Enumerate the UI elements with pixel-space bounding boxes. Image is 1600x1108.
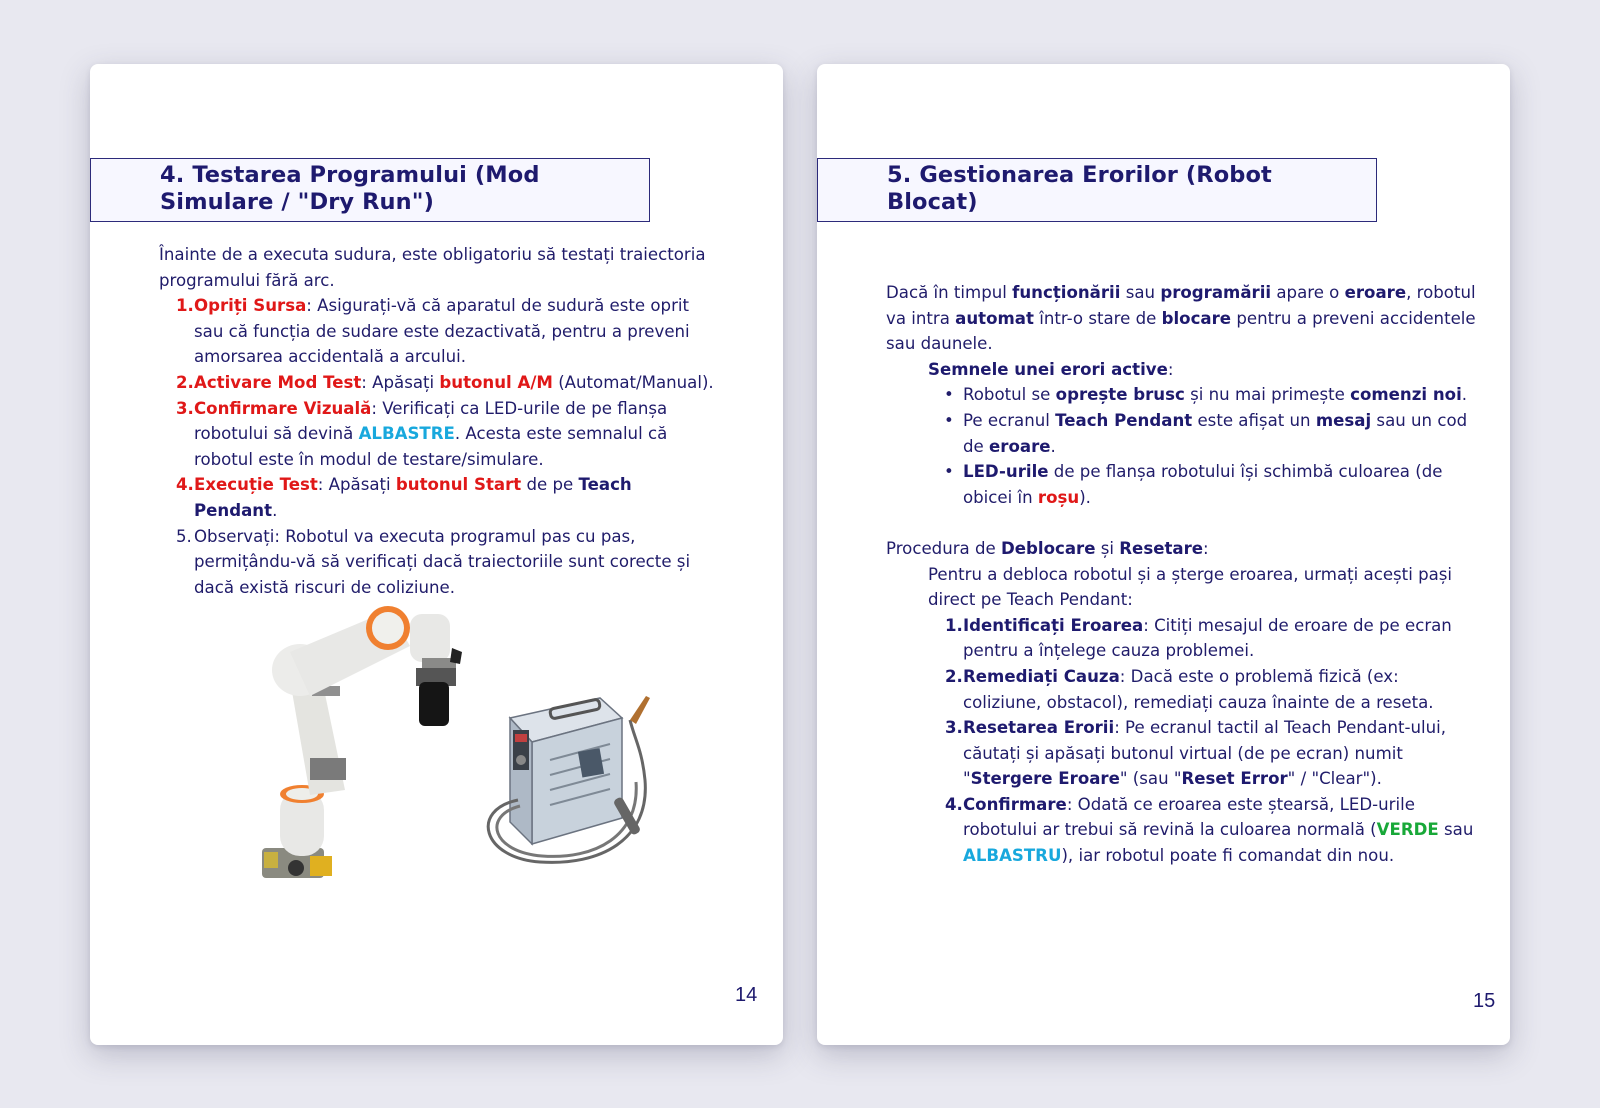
- list-item: • Robotul se oprește brusc și nu mai primește comenzi noi.: [944, 385, 1468, 405]
- page-number: 15: [1473, 990, 1496, 1012]
- step-highlight: ALBASTRE: [358, 424, 455, 444]
- signs-list: [886, 382, 1476, 510]
- list-item: [159, 472, 719, 523]
- list-item: [159, 396, 719, 473]
- signs-heading: Semnele unei erori active:: [928, 359, 1174, 379]
- step-text: : Apăsați: [317, 475, 396, 495]
- section-body: [159, 242, 719, 600]
- robot-arm-icon: [262, 606, 462, 878]
- list-item: 4. Confirmare: Odată ce eroarea este ștearsă, LED-urile robotului ar trebui să revină la culoarea normală (VERDE sau ALBASTRU), iar robotul poate fi comandat din nou.: [945, 794, 1474, 866]
- welding-machine-icon: [488, 696, 650, 862]
- step-label: Opriți Sursa: [194, 296, 307, 316]
- list-item: [159, 370, 719, 396]
- step-text: : Apăsați: [361, 372, 440, 392]
- steps-list: [159, 293, 719, 600]
- list-item: [159, 524, 719, 601]
- step-text: (Automat/Manual).: [552, 372, 714, 392]
- step-text: Observați: Robotul va executa programul pas cu pas, permițându-vă să verificați dacă traiectoriile sunt corecte și dacă există riscuri de coliziune.: [194, 526, 691, 597]
- list-item: • Pe ecranul Teach Pendant este afișat un mesaj sau un cod de eroare.: [944, 410, 1468, 456]
- step-number: 3.: [176, 398, 194, 418]
- intro-paragraph: Înainte de a executa sudura, este obligatoriu să testați traiectoria programului fără arc.: [159, 245, 706, 290]
- step-text: .: [272, 500, 278, 520]
- step-label: Activare Mod Test: [194, 372, 362, 392]
- list-item: 3. Resetarea Erorii: Pe ecranul tactil al Teach Pendant-ului, căutați și apăsați butonul virtual (de pe ecran) numit "Stergere Eroare" (sau "Reset Error" / "Clear").: [945, 718, 1447, 789]
- section-title: 4. Testarea Programului (Mod Simulare / "Dry Run"): [160, 162, 540, 215]
- step-number: 5.: [176, 526, 192, 546]
- list-item: [159, 293, 719, 370]
- section-title-box: [817, 158, 1377, 222]
- step-number: 4.: [176, 475, 194, 495]
- page-left: [90, 64, 783, 1045]
- list-item: • LED-urile de pe flanșa robotului își schimbă culoarea (de obicei în roșu).: [944, 462, 1443, 507]
- procedure-steps: [886, 613, 1476, 869]
- step-text: : Asigurați-vă că aparatul de sudură este oprit sau că funcția de sudare este dezactivată, pentru a preveni amorsarea accidentală a arcului.: [194, 296, 690, 367]
- step-text: . Acesta este semnalul că robotul este în modul de testare/simulare.: [194, 424, 668, 469]
- procedure-heading: Procedura de Deblocare și Resetare:: [886, 538, 1209, 558]
- step-text: : Verificați ca LED-urile de pe flanșa robotului să devină: [194, 398, 668, 444]
- page-right: [817, 64, 1510, 1045]
- section-title-box: [90, 158, 650, 222]
- section-body: [886, 280, 1476, 869]
- step-bold: Teach Pendant: [194, 475, 632, 520]
- section-title: 5. Gestionarea Erorilor (Robot Blocat): [887, 162, 1272, 215]
- step-highlight: butonul Start: [395, 475, 522, 495]
- step-number: 2.: [176, 372, 194, 392]
- step-number: 1.: [176, 296, 194, 316]
- procedure-intro: Pentru a debloca robotul și a șterge eroarea, urmați acești pași direct pe Teach Pendant:: [928, 564, 1453, 610]
- list-item: 2. Remediați Cauza: Dacă este o problemă fizică (ex: coliziune, obstacol), remediați cauza înainte de a reseta.: [945, 666, 1434, 712]
- page-number: 14: [735, 984, 758, 1006]
- step-label: Confirmare Vizuală: [194, 398, 372, 418]
- step-label: Execuție Test: [194, 475, 318, 495]
- robot-and-welder-illustration: [250, 600, 680, 900]
- intro-paragraph: Dacă în timpul funcționării sau programării apare o eroare, robotul va intra automat într-o stare de blocare pentru a preveni accidentele sau daunele.: [886, 283, 1476, 354]
- list-item: 1. Identificați Eroarea: Citiți mesajul de eroare de pe ecran pentru a înțelege cauza problemei.: [945, 615, 1452, 661]
- step-highlight: butonul A/M: [439, 372, 553, 392]
- step-text: de pe: [521, 475, 579, 495]
